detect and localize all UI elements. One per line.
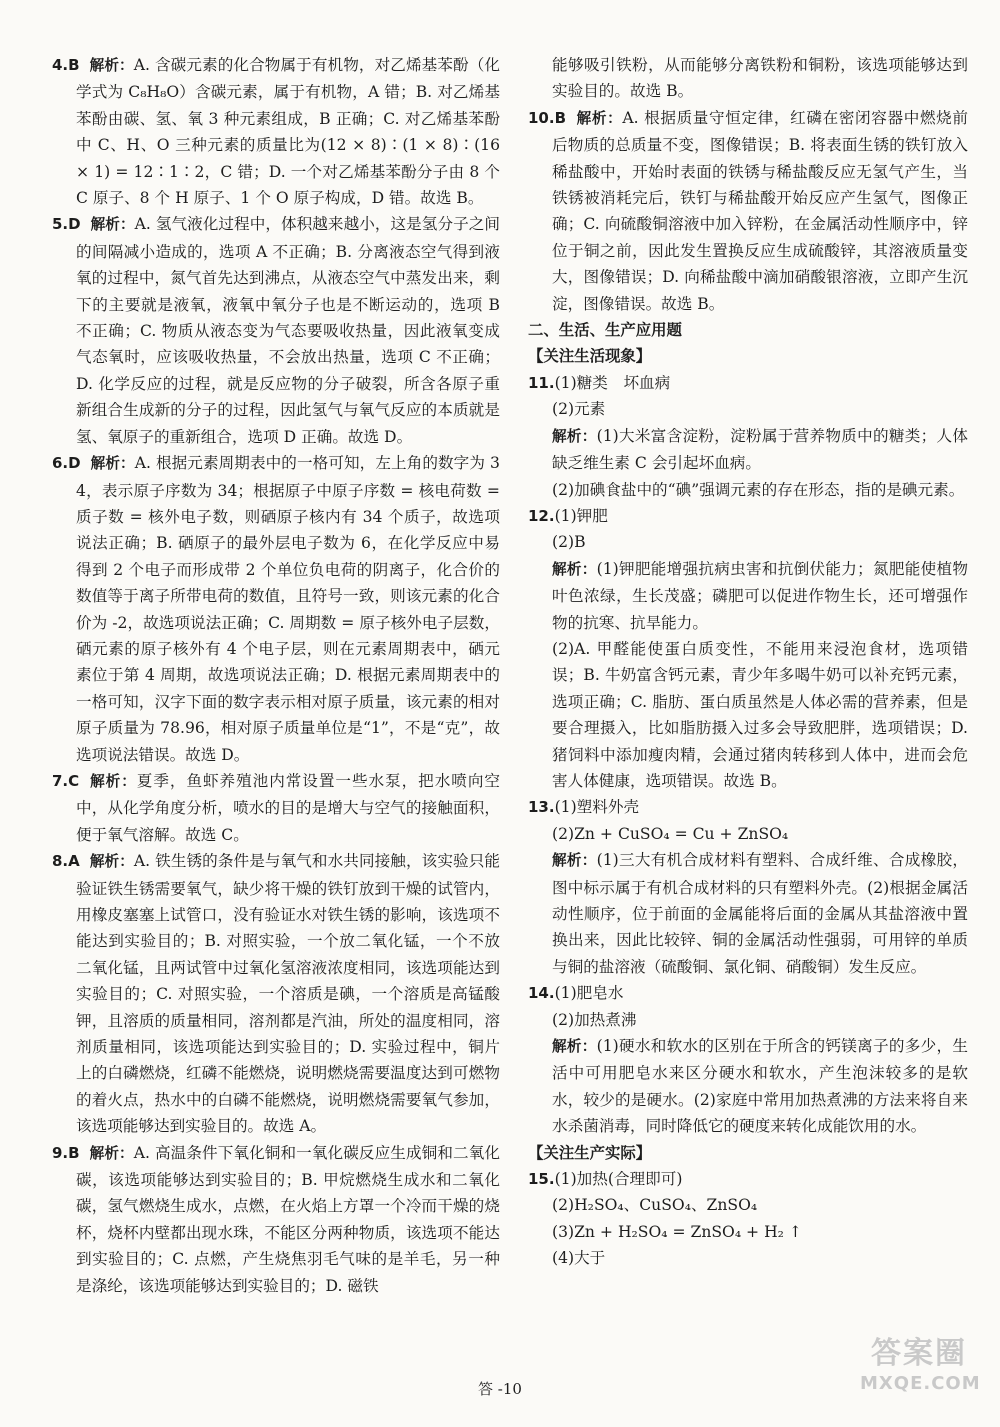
explanation: [528, 423, 968, 477]
analysis-label: 解析：: [552, 427, 597, 445]
answer-number: 10.B: [528, 108, 567, 127]
answer-text: (1)钾肥: [554, 506, 608, 525]
watermark-url: MXQE.COM: [860, 1373, 981, 1394]
analysis-label: 解析：: [552, 560, 597, 578]
answer-14-part-2: (2)加热煮沸: [552, 1010, 637, 1029]
analysis-label: 解析：: [89, 57, 134, 74]
answer-text: A. 氢气液化过程中，体积越来越小，这是氢分子之间的间隔减小造成的，选项 A 不正确；B. 分离液态空气得到液氧的过程中，氮气首先达到沸点，从液态空气中蒸发出来，剩下的主要就是液氧，液氧中氧分子也是不断运动的，选项 B 不正确；C. 物质从液态变为气态要吸收热量，因此液氧变成气态氧时，应该吸收热量，不会放出热量，选项 C 不正确；D. 化学反应的过程，就是反应物的分子破裂，所含各原子重新组合生成新的分子的过程，因此氢气与氧气反应的本质就是氢、氧原子的重新组合，选项 D 正确。故选 D。: [76, 215, 500, 446]
answer-number: 13.: [528, 798, 555, 817]
analysis-label: 解析：: [90, 216, 135, 234]
explanation-text: (2)加碘食盐中的“碘”强调元素的存在形态，指的是碘元素。: [552, 480, 965, 499]
answer-text: A. 高温条件下氧化铜和一氧化碳反应生成铜和二氧化碳，该选项能够达到实验目的；B. 甲烷燃烧生成水和二氧化碳，氢气燃烧生成水，点燃，在火焰上方罩一个冷而干燥的烧杯，烧杯内壁都出现水珠，不能区分两种物质，该选项不能达到实验目的；C. 点燃，产生烧焦羽毛气味的是羊毛，另一种是涤纶，该选项能够达到实验目的；D. 磁铁: [76, 1143, 500, 1295]
section-heading: 二、生活、生产应用题: [528, 321, 682, 340]
answer-text: A. 根据质量守恒定律，红磷在密闭容器中燃烧前后物质的总质量不变，图像错误；B. 将表面生锈的铁钉放入稀盐酸中，开始时表面的铁锈与稀盐酸反应无氢气产生，当铁锈被消耗完后，铁钉与稀盐酸开始反应产生氢气，图像正确；C. 向硫酸铜溶液中加入锌粉，在金属活动性顺序中，锌位于铜之前，因此发生置换反应生成硫酸锌，其溶液质量变大，图像错误；D. 向稀盐酸中滴加硝酸银溶液，立即产生沉淀，图像错误。故选 B。: [552, 108, 968, 313]
analysis-label: 解析：: [89, 772, 137, 790]
answer-15: [528, 1166, 968, 1272]
analysis-label: 解析：: [89, 853, 134, 871]
answer-13: [528, 794, 968, 980]
subsection-heading: 【关注生产实际】: [528, 1143, 652, 1162]
explanation-text: (2)A. 甲醛能使蛋白质变性，不能用来浸泡食材，选项错误；B. 牛奶富含钙元素，青少年多喝牛奶可以补充钙元素，选项正确；C. 脂肪、蛋白质虽然是人体必需的营养素，但是要合理摄入，比如脂肪摄入过多会导致肥胖，选项错误；D. 猪饲料中添加瘦肉精，会通过猪肉转移到人体中，进而会危害人体健康，选项错误。故选 B。: [552, 639, 968, 790]
answer-text: A. 含碳元素的化合物属于有机物，对乙烯基苯酚（化学式为 C₈H₈O）含碳元素，属于有机物，A 错；B. 对乙烯基苯酚由碳、氢、氧 3 种元素组成，B 正确；C. 对乙烯基苯酚中 C、H、O 三种元素的质量比为(12 × 8)∶(1 × 8)∶(16 × 1) = 12∶1∶2，C 错；D. 一个对乙烯基苯酚分子由 8 个 C 原子、8 个 H 原子、1 个 O 原子构成，D 错。故选 B。: [76, 56, 500, 208]
answer-number: 6.D: [52, 454, 81, 473]
explanation-text: (1)大米富含淀粉，淀粉属于营养物质中的糖类；人体缺乏维生素 C 会引起坏血病。: [552, 426, 968, 473]
answer-8: [52, 848, 500, 1139]
explanation-text: (1)硬水和软水的区别在于所含的钙镁离子的多少，生活中可用肥皂水来区分硬水和软水，产生泡沫较多的是软水，较少的是硬水。(2)家庭中常用加热煮沸的方法来将自来水杀菌消毒，同时降低它的硬度来转化成能饮用的水。: [552, 1037, 968, 1136]
answer-6: [52, 450, 500, 768]
answer-number: 4.B: [52, 56, 80, 74]
answer-10: [528, 105, 968, 317]
answer-14: [528, 980, 968, 1139]
answer-11: [528, 370, 968, 503]
answer-text: (1)加热(合理即可): [554, 1170, 683, 1189]
answer-7: [52, 768, 500, 848]
answer-number: 14.: [528, 984, 555, 1003]
answer-number: 9.B: [52, 1143, 80, 1162]
answer-number: 7.C: [52, 771, 80, 790]
answer-9: [52, 1140, 500, 1299]
answer-text: (1)肥皂水: [554, 984, 624, 1003]
answer-text: 夏季，鱼虾养殖池内常设置一些水泵，把水喷向空中，从化学角度分析，喷水的目的是增大与空气的接触面积，便于氧气溶解。故选 C。: [76, 771, 500, 844]
watermark-logo: [860, 1335, 981, 1413]
answer-text: A. 根据元素周期表中的一格可知，左上角的数字为 34，表示原子序数为 34；根据原子中原子序数 = 核电荷数 = 质子数 = 核外电子数，则硒原子核内有 34 个质子，故选项说法正确；B. 硒原子的最外层电子数为 6，在化学反应中易得到 2 个电子而形成带 2 个单位负电荷的阴离子，化合价的数值等于离子所带电荷的数值，且符号一致，则该元素的化合价为 -2，故选项说法正确；C. 周期数 = 原子核外电子层数，硒元素的原子核外有 4 个电子层，则在元素周期表中，硒元素位于第 4 周期，故选项说法正确；D. 根据元素周期表中的一格可知，汉字下面的数字表示相对原子质量，该元素的相对原子质量为 78.96，相对原子质量单位是“1”，不是“克”，故选项说法错误。故选 D。: [76, 454, 500, 764]
subsection-heading: 【关注生活现象】: [528, 347, 652, 366]
answer-15-part-1: [528, 1166, 968, 1192]
answer-text: (1)糖类 坏血病: [554, 373, 671, 392]
answer-9-continuation: 能够吸引铁粉，从而能够分离铁粉和铜粉，该选项能够达到实验目的。故选 B。: [552, 56, 968, 101]
answer-12-part-1: [528, 503, 968, 529]
answer-number: 15.: [528, 1170, 555, 1189]
answer-14-part-1: [528, 980, 968, 1006]
analysis-label: 解析：: [552, 852, 597, 870]
explanation-text: (1)三大有机合成材料有塑料、合成纤维、合成橡胶，图中标示属于有机合成材料的只有塑料外壳。(2)根据金属活动性顺序，位于前面的金属能将后面的金属从其盐溶液中置换出来，因此比较锌、铜的金属活动性强弱，可用锌的单质与铜的盐溶液（硫酸铜、氯化铜、硝酸铜）发生反应。: [552, 851, 968, 976]
watermark-text: 答案圈: [871, 1336, 967, 1371]
answer-12: [528, 503, 968, 794]
answer-number: 11.: [528, 373, 555, 392]
right-column: [528, 52, 968, 1272]
answer-text: A. 铁生锈的条件是与氧气和水共同接触，该实验只能验证铁生锈需要氧气，缺少将干燥的铁钉放到干燥的试管内，用橡皮塞塞上试管口，没有验证水对铁生锈的影响，该选项不能达到实验目的；B. 对照实验，一个放二氧化锰，一个不放二氧化锰，且两试管中过氧化氢溶液浓度相同，该选项能达到实验目的；C. 对照实验，一个溶质是碘，一个溶质是高锰酸钾，且溶质的质量相同，溶剂都是汽油，所处的温度相同，溶剂质量相同，该选项能达到实验目的；D. 实验过程中，铜片上的白磷燃烧，红磷不能燃烧，说明燃烧需要温度达到可燃物的着火点，热水中的白磷不能燃烧，说明燃烧需要氧气参加，该选项能够达到实验目的。故选 A。: [76, 852, 500, 1136]
answer-4: [52, 52, 500, 211]
explanation-text: (1)钾肥能增强抗病虫害和抗倒伏能力；氮肥能使植物叶色浓绿，生长茂盛；磷肥可以促进作物生长，还可增强作物的抗寒、抗旱能力。: [552, 559, 968, 632]
answer-13-part-1: [528, 794, 968, 820]
answer-11-part-1: [528, 370, 968, 396]
explanation: [528, 847, 968, 980]
answer-number: 8.A: [52, 852, 80, 871]
answer-text: (1)塑料外壳: [554, 798, 640, 817]
explanation: [528, 556, 968, 636]
answer-15-part-2: (2)H₂SO₄、CuSO₄、ZnSO₄: [552, 1196, 758, 1215]
analysis-label: 解析：: [576, 109, 623, 127]
answer-13-part-2: (2)Zn + CuSO₄ = Cu + ZnSO₄: [552, 824, 789, 843]
answer-5: [52, 211, 500, 450]
page-number: 答 -10: [478, 1380, 522, 1398]
answer-15-part-4: (4)大于: [552, 1249, 606, 1268]
analysis-label: 解析：: [552, 1038, 597, 1056]
left-column: [52, 52, 500, 1299]
answer-11-part-2: (2)元素: [552, 400, 606, 419]
explanation: [528, 1033, 968, 1140]
analysis-label: 解析：: [89, 1144, 134, 1162]
answer-number: 5.D: [52, 215, 81, 234]
answer-15-part-3: (3)Zn + H₂SO₄ = ZnSO₄ + H₂ ↑: [552, 1222, 802, 1241]
analysis-label: 解析：: [90, 455, 135, 473]
answer-number: 12.: [528, 506, 555, 525]
answer-12-part-2: (2)B: [552, 533, 586, 552]
